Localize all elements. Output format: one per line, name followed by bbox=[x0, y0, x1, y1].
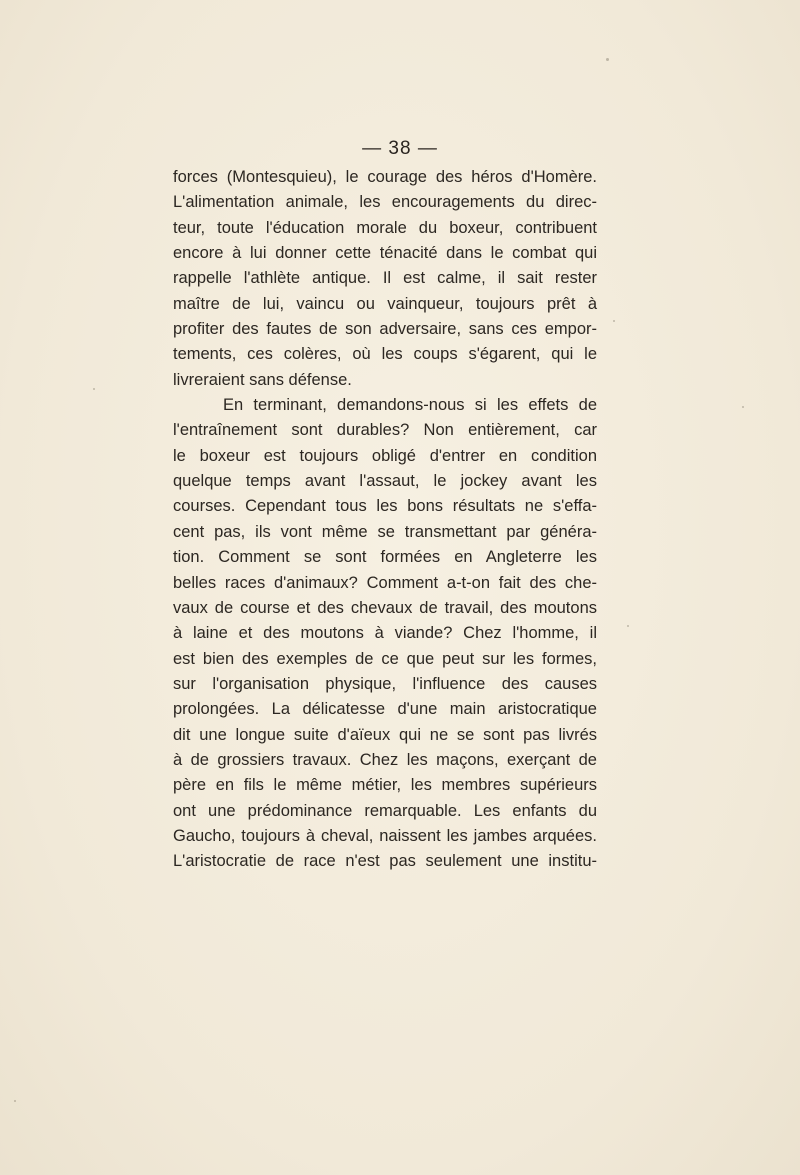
paper-speck bbox=[93, 388, 95, 390]
text-line: L'alimentation animale, les encouragements du direc- bbox=[173, 193, 597, 212]
text-line: sur l'organisation physique, l'influence des causes bbox=[173, 674, 597, 693]
body-text bbox=[173, 165, 597, 875]
paper-speck bbox=[14, 1100, 16, 1102]
text-line: prolongées. La délicatesse d'une main aristocratique bbox=[173, 700, 597, 719]
text-line: maître de lui, vaincu ou vainqueur, toujours prêt à bbox=[173, 294, 597, 313]
text-line: belles races d'animaux? Comment a-t-on fait des che- bbox=[173, 573, 597, 592]
text-line: dit une longue suite d'aïeux qui ne se sont pas livrés bbox=[173, 725, 597, 744]
text-line: cent pas, ils vont même se transmettant par généra- bbox=[173, 522, 597, 541]
text-line: encore à lui donner cette ténacité dans le combat qui bbox=[173, 244, 597, 263]
text-line: est bien des exemples de ce que peut sur les formes, bbox=[173, 649, 597, 668]
text-line: courses. Cependant tous les bons résultats ne s'effa- bbox=[173, 497, 597, 516]
text-line: L'aristocratie de race n'est pas seulement une institu- bbox=[173, 852, 597, 871]
text-line: teur, toute l'éducation morale du boxeur, contribuent bbox=[173, 218, 597, 237]
text-line: à de grossiers travaux. Chez les maçons, exerçant de bbox=[173, 750, 597, 769]
text-line: Gaucho, toujours à cheval, naissent les jambes arquées. bbox=[173, 826, 597, 845]
paper-speck bbox=[742, 406, 744, 408]
text-line: père en fils le même métier, les membres supérieurs bbox=[173, 776, 597, 795]
text-line: à laine et des moutons à viande? Chez l'homme, il bbox=[173, 624, 597, 643]
text-line: tion. Comment se sont formées en Angleterre les bbox=[173, 548, 597, 567]
text-line: En terminant, demandons-nous si les effets de bbox=[223, 396, 597, 415]
text-line: profiter des fautes de son adversaire, sans ces empor- bbox=[173, 320, 597, 339]
paper-speck bbox=[627, 625, 629, 627]
paper-speck bbox=[613, 320, 615, 322]
text-line: rappelle l'athlète antique. Il est calme, il sait rester bbox=[173, 269, 597, 288]
text-line: livreraient sans défense. bbox=[173, 370, 352, 389]
paper-speck bbox=[606, 58, 609, 61]
text-line: le boxeur est toujours obligé d'entrer en condition bbox=[173, 446, 597, 465]
text-line: forces (Montesquieu), le courage des héros d'Homère. bbox=[173, 168, 597, 186]
text-line: l'entraînement sont durables? Non entièrement, car bbox=[173, 421, 597, 440]
text-line: quelque temps avant l'assaut, le jockey avant les bbox=[173, 472, 597, 491]
page-number: — 38 — bbox=[362, 138, 438, 159]
text-line: tements, ces colères, où les coups s'égarent, qui le bbox=[173, 345, 597, 364]
text-line: vaux de course et des chevaux de travail, des moutons bbox=[173, 598, 597, 617]
text-line: ont une prédominance remarquable. Les enfants du bbox=[173, 801, 597, 820]
